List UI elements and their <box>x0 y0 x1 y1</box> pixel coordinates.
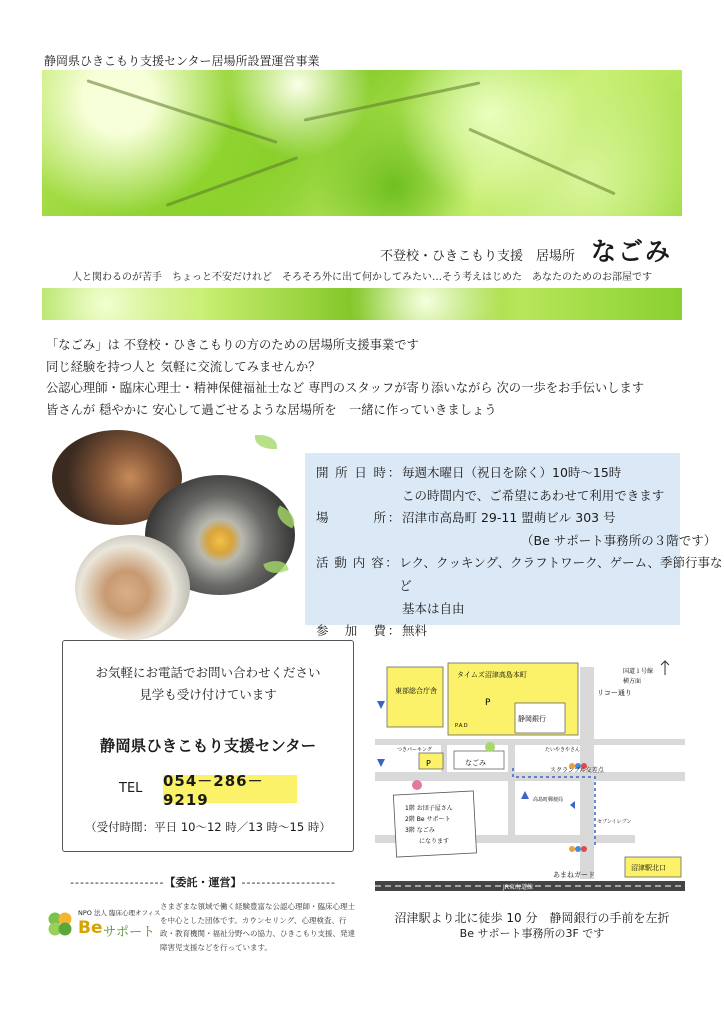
access-map <box>375 655 685 895</box>
intro-line: 公認心理師・臨床心理士・精神保健福祉士など 専門のスタッフが寄り添いながら 次の一歩をお手伝いします <box>46 381 645 395</box>
title-subtitle: 不登校・ひきこもり支援 居場所 <box>379 249 575 264</box>
entrust-label: 【委託・運営】 <box>164 876 242 889</box>
be-support-logo <box>46 906 161 946</box>
north-arrow-icon <box>661 661 669 675</box>
info-rows <box>316 462 724 643</box>
map-label-jr: JR東海道線 <box>503 884 533 891</box>
map-label-pad: P.A.D <box>455 723 468 729</box>
info-row-activity: 活動内容 ： レク、クッキング、クラフトワーク、ゲーム、季節行事など <box>316 552 724 597</box>
info-value: 基本は自由 <box>402 600 465 616</box>
map-note-2: 2階 Be サポート <box>405 816 451 823</box>
info-value: 毎週木曜日（祝日を除く）10時～15時 <box>402 465 622 480</box>
map-label-tsuki-p: P <box>426 759 431 768</box>
info-value: レク、クッキング、クラフトワーク、ゲーム、季節行事など <box>399 555 723 593</box>
contact-org: 静岡県ひきこもり支援センター <box>99 737 317 755</box>
photo-collage <box>50 430 300 640</box>
contact-line: お気軽にお電話でお問い合わせください <box>95 665 321 680</box>
intro-line: 皆さんが 穏やかに 安心して過ごせるような居場所を 一緒に作っていきましょう <box>46 402 497 417</box>
map-caption: 沼津駅より北に徒歩 10 分 静岡銀行の手前を左折 <box>394 911 670 925</box>
tel-number[interactable]: 054－286－9219 <box>163 775 297 803</box>
entrust-heading: -------------------【委託・運営】------------------- <box>70 876 336 889</box>
intro-line: 同じ経験を持つ人と 気軽に交流してみませんか？ <box>46 359 321 374</box>
map-note-3: 3階 なごみ <box>405 827 435 834</box>
tel-label: TEL <box>119 781 143 796</box>
map-note-1: 1階 お団子屋さん <box>405 805 453 812</box>
map-caption-sub: Be サポート事務所の3F です <box>459 927 605 940</box>
map-label-amane: あまねガード <box>553 871 595 879</box>
map-label-scramble: スクランブル交差点 <box>550 767 604 774</box>
contact-hours: （受付時間：平日 10～12 時／13 時～15 時） <box>85 820 331 834</box>
leaf-banner-image <box>42 70 682 216</box>
info-label: 活動内容 <box>316 555 384 571</box>
map-label-parking: P <box>485 698 491 708</box>
info-value: この時間内で、ご希望にあわせて利用できます <box>402 487 665 503</box>
project-title: 静岡県ひきこもり支援センター居場所設置運営事業 <box>44 54 320 68</box>
title-main: なごみ <box>590 237 672 266</box>
info-row-note <box>316 598 724 621</box>
clover-icon <box>46 910 74 938</box>
leaf-icon <box>255 435 277 449</box>
info-value: 無料 <box>402 623 428 639</box>
info-row-place: 場 所 ： 沼津市高島町 29-11 盟萌ビル 303 号 <box>316 507 724 530</box>
map-drawing <box>375 655 685 895</box>
logo-support: サポート <box>103 925 156 940</box>
info-label: 場 所 <box>316 510 386 526</box>
intro-line: 「なごみ」は 不登校・ひきこもりの方のための居場所支援事業です <box>46 338 419 352</box>
map-label-kokudo: 国道１号線 <box>623 668 654 675</box>
photo-craft <box>75 535 190 640</box>
leaf-strip-image <box>42 288 682 320</box>
map-label-taimuzu: タイムズ沼津高島本町 <box>457 671 527 679</box>
contact-box <box>62 640 354 852</box>
map-label-station: 沼津駅北口 <box>631 864 666 872</box>
title-row <box>380 232 672 268</box>
logo-be: Be <box>78 918 103 938</box>
map-label-taiyaki: たいやきやさん <box>545 747 581 753</box>
info-row-fee: 参加費 ： 無料 <box>316 620 724 643</box>
info-value: （Be サポート事務所の３階です） <box>521 532 717 548</box>
info-value: 沼津市高島町 29-11 盟萌ビル 303 号 <box>402 510 616 526</box>
map-label-bank: 静岡銀行 <box>518 715 546 723</box>
map-label-east-office: 東部総合庁舎 <box>395 687 437 695</box>
logo-org-type: NPO 法人 臨床心理オフィス <box>78 909 161 917</box>
org-description: さまざまな領域で働く経験豊富な公認心理師・臨床心理士を中心とした団体です。カウンセリング、心理検査、行政・教育機関・福祉分野への協力、ひきこもり支援、発達障害児支援などを行っています。 <box>160 902 355 952</box>
map-label-tsuki-parking: つきパーキング <box>397 747 432 753</box>
map-label-nagomi: なごみ <box>465 759 486 767</box>
map-note-4: になります <box>419 838 450 845</box>
map-label-seven: セブンイレブン <box>597 819 632 825</box>
intro-text <box>46 335 644 421</box>
info-row-schedule: 開所日時 ： 毎週木曜日（祝日を除く）10時～15時 <box>316 462 724 485</box>
map-label-riko: リコー通り <box>597 689 632 697</box>
map-label-yokohama: 横方面 <box>623 678 642 685</box>
tagline: 人と関わるのが苦手 ちょっと不安だけれど そろそろ外に出て何かしてみたい…そう考えはじめた あなたのためのお部屋です <box>72 272 652 283</box>
info-row-note <box>316 485 724 508</box>
map-label-post: 高島町郵便局 <box>533 797 564 803</box>
contact-line: 見学も受け付けています <box>139 687 277 702</box>
info-label: 参加費 <box>316 623 386 639</box>
info-row-note <box>316 530 724 553</box>
info-label: 開所日時 <box>316 465 386 480</box>
